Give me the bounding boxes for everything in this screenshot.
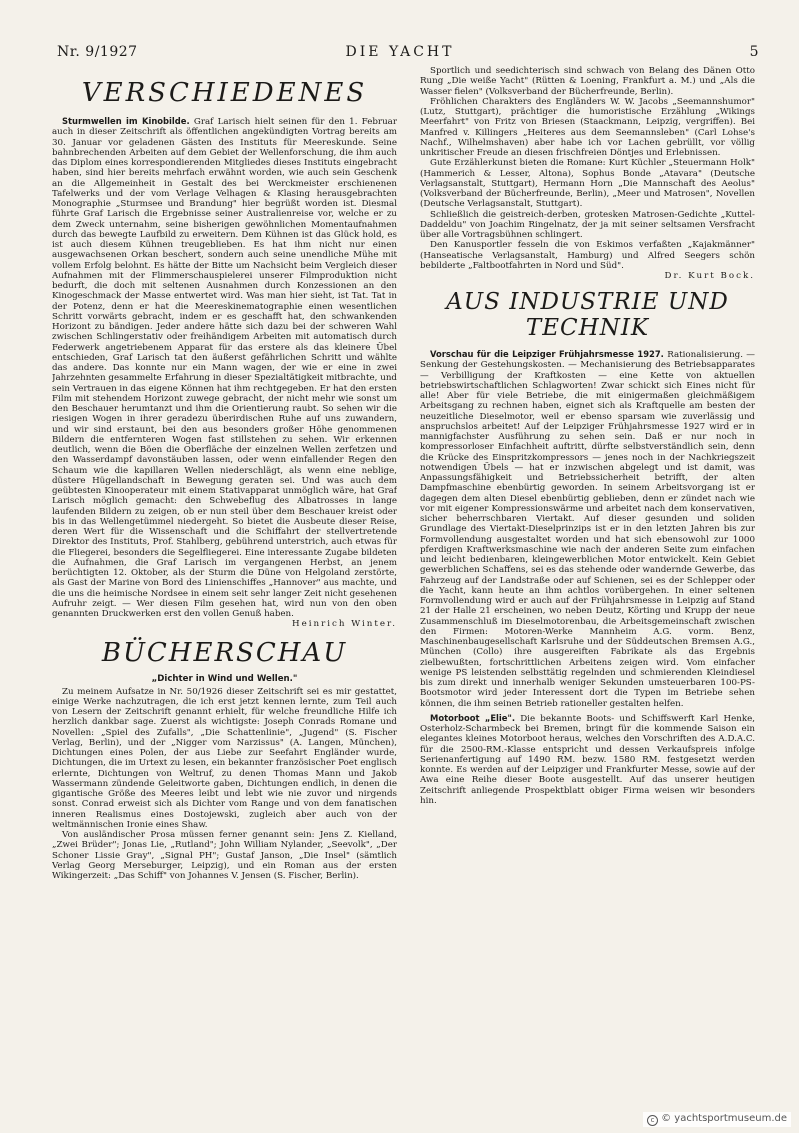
article-leipziger-messe <box>420 349 755 709</box>
review-paragraph: Den Kanusportler fesseln die von Eskimos verfaßten „Kajakmänner" (Hanseatische Verlagsanstalt, Hamburg) und Alfred Seegers schön bebilderte „Faltbootfahrten in Nord und Süd". <box>420 240 755 271</box>
left-column <box>52 78 397 1078</box>
article-body: Rationalisierung. — Senkung der Gestehungskosten. — Mechanisierung des Betriebsapparates — Verbilligung der Kraftkosten — eine Kette von aktuellen betriebswirtschaftlichen Schlagworten! Zwar schickt sich Eines nicht für alle! Aber für viele Betriebe, die mit einigermaßen gleichmäßigem Arbeitsgang zu rechnen haben, eignet sich als Kraftquelle am besten der neuzeitliche Dieselmotor, weil er ebenso sparsam wie zuverlässig und anspruchslos arbeitet! Auf der Leipziger Frühjahrsmesse 1927 wird er in mannigfachster Ausführung zu sehen sein. Daß er nur noch in kompressorloser Einfachheit auftritt, dürfte selbstverständlich sein, denn die Krücke des Einspritzkompressors — jenes noch in der Nachkriegszeit notwendigen Übels — hat er inzwischen abgelegt und ist damit, was Anpassungsfähigkeit und Betriebssicherheit betrifft, der alten Dampfmaschine ebenbürtig geworden. In seinem Arbeitsvorgang ist er dagegen dem alten Diesel ebenbürtig geblieben, denn er zündet nach wie vor mit eigener Kompressionswärme und arbeitet nach dem konservativen, sicher beherrschbaren Viertakt. Auf dieser gesunden und soliden Grundlage des Viertakt-Dieselprinzips ist er in den letzten Jahren bis zur Formvollendung ausgestaltet worden und hat sich ebensowohl zur 1000 pferdigen Kraftwerksmaschine wie nach der anderen Seite zum einfachen und leicht bedienbaren, kleingewerblichen Motor entwickelt. Kein Gebiet gewerblichen Schaffens, sei es das stehende oder wandernde Gewerbe, das Fahrzeug auf der Landstraße oder auf Schienen, sei es der Schlepper oder die Yacht, kann heute an ihm achtlos vorübergehen. In einer seltenen Formvollendung wird er auch auf der Frühjahrsmesse in Leipzig auf Stand 21 der Halle 21 erscheinen, wo neben Deutz, Körting und Krupp der neue Zusammenschluß im Dieselmotorenbau, die Arbeitsgemeinschaft zwischen den Firmen: Motoren-Werke Mannheim A.G. vorm. Benz, Maschinenbaugesellschaft Karlsruhe und der Süddeutschen Bremsen A.G., München (Collo) ihre ausgereiften Fabrikate als das Ergebnis zielbewußten, fortschrittlichen Arbeitens zeigen wird. Vom einfacher wenige PS leistenden selbsttätig regelnden und schmierenden Kleindiesel bis zum direkt und innerhalb weniger Sekunden umsteuerbaren 100-PS-Bootsmotor wird jeder Interessent dort die Typen im Betriebe sehen können, die ihm seinen Betrieb rationeller gestalten helfen. <box>420 350 755 709</box>
section-title-industrie: AUS INDUSTRIE UND TECHNIK <box>446 289 729 341</box>
article-lead: Motorboot „Elie". <box>430 712 516 723</box>
article-motorboot-elie <box>420 713 755 806</box>
review-paragraph: Schließlich die geistreich-derben, grotesken Matrosen-Gedichte „Kuttel-Daddeldu" von Joachim Ringelnatz, der ja mit seiner seltsamen Versfracht über alle Vortragsbühnen schlingert. <box>420 209 755 240</box>
page-number: 5 <box>749 44 759 60</box>
copyright-icon: c <box>647 1115 658 1126</box>
review-paragraph: Von ausländischer Prosa müssen ferner genannt sein: Jens Z. Kielland, „Zwei Brüder"; Jonas Lie, „Rutland"; John William Nylander, „Seevolk", „Der Schoner Lissie Gray", „Signal PH"; Gustaf Janson, „Die Insel" (sämtlich Verlag Georg Merseburger, Leipzig), und ein Roman aus der ersten Wikingerzeit: „Das Schiff" von Johannes V. Jensen (S. Fischer, Berlin). <box>52 830 397 881</box>
watermark-text: © yachtsportmuseum.de <box>661 1113 787 1124</box>
review-paragraph: Gute Erzählerkunst bieten die Romane: Kurt Küchler „Steuermann Holk" (Hammerich & Lesser, Altona), Sophus Bonde „Atavara" (Deutsche Verlagsanstalt, Stuttgart), Hermann Horn „Die Mannschaft des Aeolus" (Volksverband der Bücherfreunde, Berlin), „Meer und Matrosen", Novellen (Deutsche Verlagsanstalt, Stuttgart). <box>420 158 755 210</box>
magazine-title: DIE YACHT <box>345 44 455 60</box>
right-column <box>420 66 755 1066</box>
article-author: Heinrich Winter. <box>292 619 397 630</box>
issue-number: Nr. 9/1927 <box>57 44 138 60</box>
copyright-watermark <box>643 1112 791 1127</box>
review-author: Dr. Kurt Bock. <box>664 271 755 281</box>
article-body: Graf Larisch hielt seinen für den 1. Februar auch in dieser Zeitschrift als öffentlichen angekündigten Vortrag bereits am 30. Januar vor geladenen Gästen des Instituts für Meereskunde. Seine bahnbrechenden Arbeiten auf dem Gebiet der Wellenforschung, die ihm auch das Diplom eines korrespondierenden Mitgliedes dieses Instituts eingebracht haben, sind hier bereits mehrfach erwähnt worden, wie auch sein Geschenk an die Allgemeinheit in Gestalt des bei Werckmeister erschienenen Tafelwerks und der vom Verlage Velhagen & Klasing herausgebrachten Monographie „Sturmsee und Brandung" hier begrüßt worden ist. Diesmal führte Graf Larisch die Ergebnisse seiner Australienreise vor, welche er zu dem Zweck unternahm, seine bisherigen gewöhnlichen Momentaufnahmen durch das bewegte Laufbild zu erweitern. Dem Kühnen ist das Glück hold, es ist auch diesem Kühnen treugeblieben. Es hat ihm nicht nur einen ausgewachsenen Orkan beschert, sondern auch seine unendliche Mühe mit vollem Erfolg belohnt. Es hätte der Bitte um Nachsicht beim Vergleich dieser Aufnahmen mit der Flimmerschauspielerei unserer Filmproduktion nicht bedurft, die doch mit seltenen Ausnahmen durch Konzessionen an den Kinogeschmack der Masse entwertet wird. Was man hier sieht, ist Tat. Tat in der Potenz, denn er hat die Meereskinematographie einen wesentlichen Schritt vorwärts gebracht, indem er es geschafft hat, den schwankenden Horizont zu bändigen. Jeder andere hätte sich dazu bei der schweren Wahl zwischen Schlingerstativ oder freihändigem Arbeiten mit automatisch durch Federwerk angetriebenem Apparat für das erstere als das kleinere Übel entschieden, Graf Larisch tat den äußerst gefährlichen Schritt und wählte das andere. Das konnte nur ein Mann wagen, der wie er eine in zwei Jahrzehnten gesammelte Erfahrung in dieser Spezialtätigkeit mitbrachte, und sein Vertrauen in das eigene Können hat ihm rechtgegeben. Er hat den ersten Film mit stehendem Horizont zuwege gebracht, der nicht mehr wie sonst um den Beschauer herumtanzt und ihm die Orientierung raubt. So sehen wir die riesigen Wogen in ihrer geradezu überirdischen Ruhe auf uns zuwandern, und wir sind erstaunt, bei den aus besonders großer Höhe genommenen Bildern die entfernteren Wogen fast stillstehen zu sehen. Wir erkennen deutlich, wenn die Böen die Oberfläche der einzelnen Wellen zerfetzen und den Wasserdampf davonstäuben lassen, oder wenn einfallender Regen den Schaum wie die kapillaren Wellen niederschlägt, als wenn eine neblige, düstere Hügellandschaft in Bewegung geraten sei. Und was auch dem geübtesten Kinooperateur mit einem Stativapparat unmöglich wäre, hat Graf Larisch möglich gemacht: den Schwebeflug des Albatrosses in lange laufenden Bildern zu zeigen, ob er nun steil über dem Beschauer kreist oder bis in das Wellengetümmel niedergeht. So bietet die Ausbeute dieser Reise, deren Wert für die Wissenschaft und die Schiffahrt der stellvertretende Direktor des Instituts, Prof. Stahlberg, gebührend unterstrich, auch etwas für die Fliegerei, besonders die Segelfliegerei. Eine interessante Zugabe bildeten die Aufnahmen, die Graf Larisch im vergangenen Herbst, an jenem berüchtigten 12. Oktober, als der Sturm die Düne von Helgoland zerstörte, als Gast der Marine von Bord des Linienschiffes „Hannover" aus machte, und die uns die heimische Nordsee in einem seit sehr langer Zeit nicht gesehenen Aufruhr zeigt. — Wer diesen Film gesehen hat, wird nun von den oben genannten Druckwerken erst den vollen Genuß haben. <box>52 117 397 619</box>
review-paragraph: Sportlich und seedichterisch sind schwach von Belang des Dänen Otto Rung „Die weiße Yacht" (Rütten & Loening, Frankfurt a. M.) und „Als die Wasser fielen" (Volksverband der Bücherfreunde, Berlin). <box>420 66 755 97</box>
review-paragraph: Zu meinem Aufsatze in Nr. 50/1926 dieser Zeitschrift sei es mir gestattet, einige Werke nachzutragen, die ich erst jetzt kennen lernte, zum Teil auch von Lesern der Zeitschrift genannt erhielt, für welche freundliche Hilfe ich herzlich dankbar sage. Zuerst als wichtigste: Joseph Conrads Romane und Novellen: „Spiel des Zufalls", „Die Schattenlinie", „Jugend" (S. Fischer Verlag, Berlin), und der „Nigger vom Narzissus" (A. Langen, München), Dichtungen eines Polen, der aus Liebe zur Seefahrt Engländer wurde, Dichtungen, die im Urtext zu lesen, ein bekannter französischer Poet englisch erlernte, Dichtungen von Weltruf, zu denen Thomas Mann und Jakob Wassermann zündende Geleitworte gaben, Dichtungen endlich, in denen die gigantische Größe des Meeres leibt und lebt wie nie zuvor und nirgends sonst. Conrad erweist sich als Dichter vom Range und von dem fanatischen inneren Realismus eines Dostojewski, zugleich aber auch von der weltmännischen Ironie eines Shaw. <box>52 686 397 830</box>
article-body: Die bekannte Boots- und Schiffswerft Karl Henke, Osterholz-Scharmbeck bei Bremen, bringt für die kommende Saison ein elegantes kleines Motorboot heraus, welches den Vorschriften des A.D.A.C. für die 2500-RM.-Klasse entspricht und dessen Verkaufspreis infolge Serienanfertigung auf 1490 RM. bezw. 1580 RM. festgesetzt werden konnte. Es werden auf der Leipziger und Frankfurter Messe, sowie auf der Awa eine Reihe dieser Boote ausgestellt. Auf das unserer heutigen Zeitschrift anliegende Prospektblatt obiger Firma weisen wir besonders hin. <box>420 713 755 806</box>
article-lead: Sturmwellen im Kinobilde. <box>62 116 190 126</box>
review-paragraph: Fröhlichen Charakters des Engländers W. W. Jacobs „Seemannshumor" (Lutz, Stuttgart), prächtiger die humoristische Erzählung „Wikings Meerfahrt" von Fritz von Briesen (Staackmann, Leipzig, vergriffen). Bei Manfred v. Killingers „Heiteres aus dem Seemannsleben" (Carl Lohse's Nachf., Wilhelmshaven) aber habe ich vor Lachen gebrüllt, vor völlig unkritischer Freude an diesen frischfreien Döntjes und Erlebnissen. <box>420 96 755 158</box>
section-title-verschiedenes: VERSCHIEDENES <box>81 78 368 108</box>
review-subhead: „Dichter in Wind und Wellen." <box>151 673 298 684</box>
article-sturmwellen <box>52 116 397 630</box>
section-title-buecherschau: BÜCHERSCHAU <box>101 637 348 668</box>
article-lead: Vorschau für die Leipziger Frühjahrsmesse 1927. <box>430 349 664 359</box>
